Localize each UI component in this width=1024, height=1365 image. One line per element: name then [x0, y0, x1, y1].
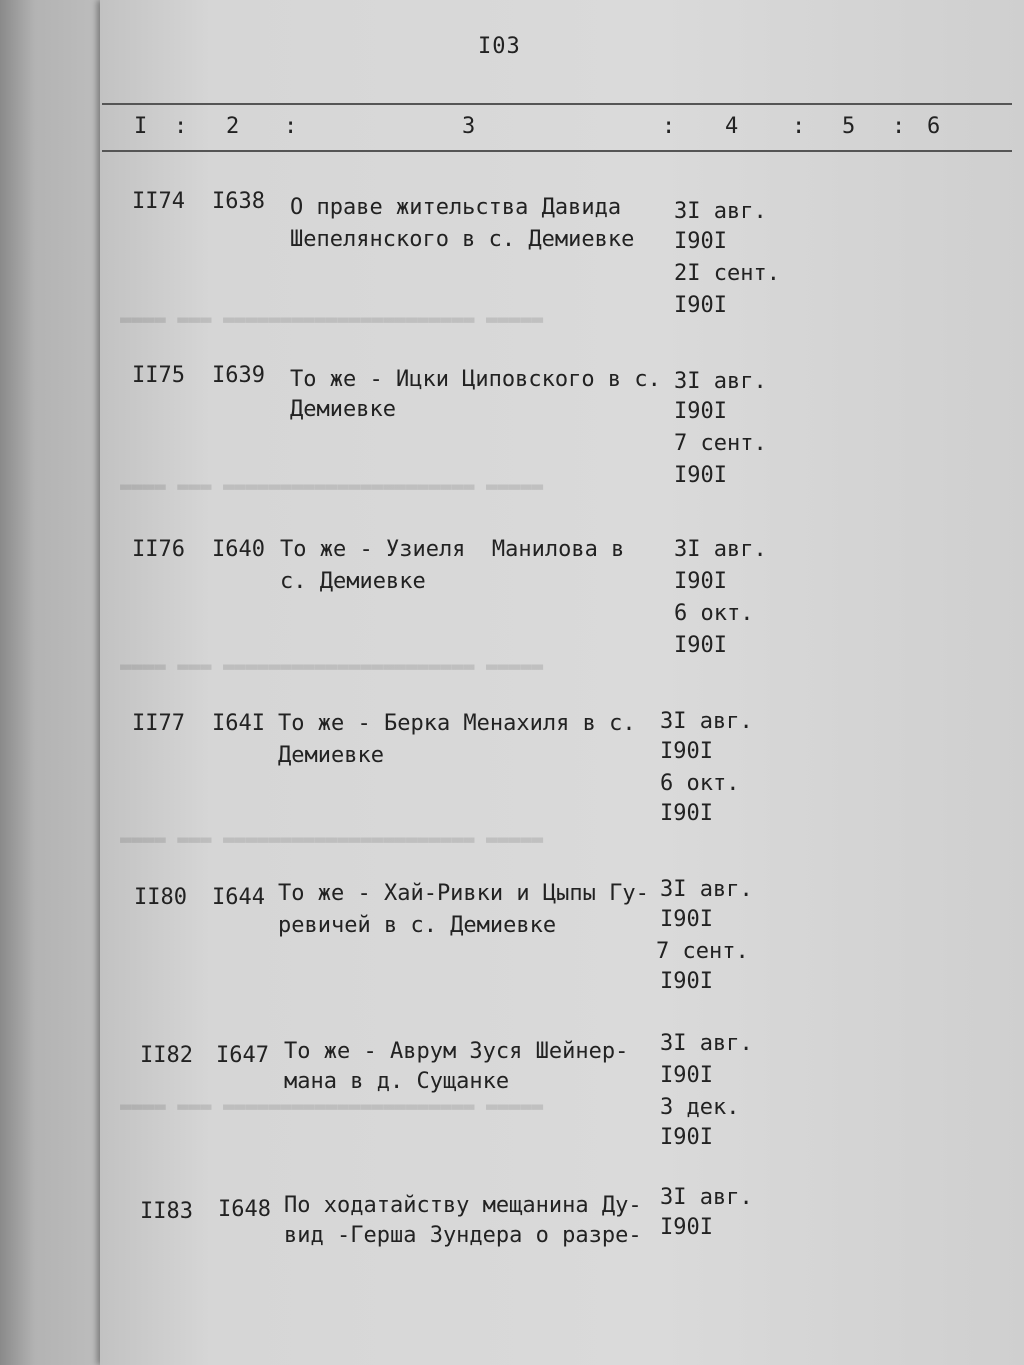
file-number: I647 — [216, 1043, 269, 1068]
column-separator: : — [662, 114, 676, 139]
file-number: I640 — [212, 537, 265, 562]
date-line: 3I авг. — [674, 199, 767, 224]
date-line: I90I — [674, 569, 727, 594]
record-number: II82 — [140, 1043, 193, 1068]
header-bottom-rule — [102, 150, 1012, 152]
date-line: I90I — [660, 1215, 713, 1240]
description-line: вид -Герша Зундера о разре- — [284, 1223, 642, 1248]
header-top-rule — [102, 103, 1012, 105]
description-line: О праве жительства Давида — [290, 195, 622, 220]
description-line: По ходатайству мещанина Ду- — [284, 1193, 642, 1218]
page-number: I03 — [478, 34, 521, 59]
column-header: 4 — [725, 114, 739, 139]
date-line: 3I авг. — [660, 1185, 753, 1210]
description-line: Шепелянского в с. Демиевке — [290, 227, 635, 252]
bleed-through-mark: ▬▬▬▬ ▬▬▬ ▬▬▬▬▬▬▬▬▬▬▬▬▬▬▬▬▬▬▬▬▬▬ ▬▬▬▬▬ — [120, 828, 544, 850]
column-separator: : — [284, 114, 298, 139]
date-line: 6 окт. — [674, 601, 754, 626]
date-line: I90I — [660, 801, 713, 826]
date-line: 7 сент. — [656, 939, 749, 964]
date-line: 6 окт. — [660, 771, 740, 796]
date-line: 3I авг. — [660, 877, 753, 902]
record-number: II75 — [132, 363, 185, 388]
file-number: I638 — [212, 189, 265, 214]
column-separator: : — [174, 114, 188, 139]
record-number: II74 — [132, 189, 185, 214]
column-header: I — [134, 114, 148, 139]
date-line: 2I сент. — [674, 261, 780, 286]
date-line: 3I авг. — [660, 709, 753, 734]
date-line: I90I — [674, 633, 727, 658]
bleed-through-mark: ▬▬▬▬ ▬▬▬ ▬▬▬▬▬▬▬▬▬▬▬▬▬▬▬▬▬▬▬▬▬▬ ▬▬▬▬▬ — [120, 475, 544, 497]
column-header: 2 — [226, 114, 240, 139]
file-number: I64I — [212, 711, 265, 736]
date-line: 3I авг. — [674, 369, 767, 394]
file-number: I639 — [212, 363, 265, 388]
date-line: I90I — [660, 1125, 713, 1150]
date-line: I90I — [674, 399, 727, 424]
description-line: То же - Берка Менахиля в с. — [278, 711, 636, 736]
description-line: с. Демиевке — [280, 569, 426, 594]
record-number: II76 — [132, 537, 185, 562]
description-line: Демиевке — [290, 397, 396, 422]
description-line: То же - Узиеля Манилова в — [280, 537, 625, 562]
record-number: II77 — [132, 711, 185, 736]
bleed-through-mark: ▬▬▬▬ ▬▬▬ ▬▬▬▬▬▬▬▬▬▬▬▬▬▬▬▬▬▬▬▬▬▬ ▬▬▬▬▬ — [120, 308, 544, 330]
description-line: То же - Хай-Ривки и Цыпы Гу- — [278, 881, 649, 906]
description-line: То же - Ицки Циповского в с. — [290, 367, 661, 392]
file-number: I644 — [212, 885, 265, 910]
date-line: 3I авг. — [674, 537, 767, 562]
bleed-through-mark: ▬▬▬▬ ▬▬▬ ▬▬▬▬▬▬▬▬▬▬▬▬▬▬▬▬▬▬▬▬▬▬ ▬▬▬▬▬ — [120, 655, 544, 677]
date-line: 7 сент. — [674, 431, 767, 456]
bleed-through-mark: ▬▬▬▬ ▬▬▬ ▬▬▬▬▬▬▬▬▬▬▬▬▬▬▬▬▬▬▬▬▬▬ ▬▬▬▬▬ — [120, 1095, 544, 1117]
description-line: ревичей в с. Демиевке — [278, 913, 557, 938]
column-header: 3 — [462, 114, 476, 139]
record-number: II80 — [134, 885, 187, 910]
description-line: То же - Аврум Зуся Шейнер- — [284, 1039, 629, 1064]
date-line: I90I — [660, 1063, 713, 1088]
record-number: II83 — [140, 1199, 193, 1224]
file-number: I648 — [218, 1197, 271, 1222]
column-header: 6 — [927, 114, 941, 139]
date-line: I90I — [660, 907, 713, 932]
description-line: Демиевке — [278, 743, 384, 768]
date-line: 3 дек. — [660, 1095, 740, 1120]
column-header: 5 — [842, 114, 856, 139]
date-line: I90I — [660, 969, 713, 994]
description-line: мана в д. Сущанке — [284, 1069, 510, 1094]
date-line: I90I — [674, 463, 727, 488]
date-line: I90I — [674, 229, 727, 254]
column-separator: : — [792, 114, 806, 139]
previous-page-edge — [0, 0, 100, 1365]
date-line: I90I — [660, 739, 713, 764]
date-line: 3I авг. — [660, 1031, 753, 1056]
column-separator: : — [892, 114, 906, 139]
date-line: I90I — [674, 293, 727, 318]
